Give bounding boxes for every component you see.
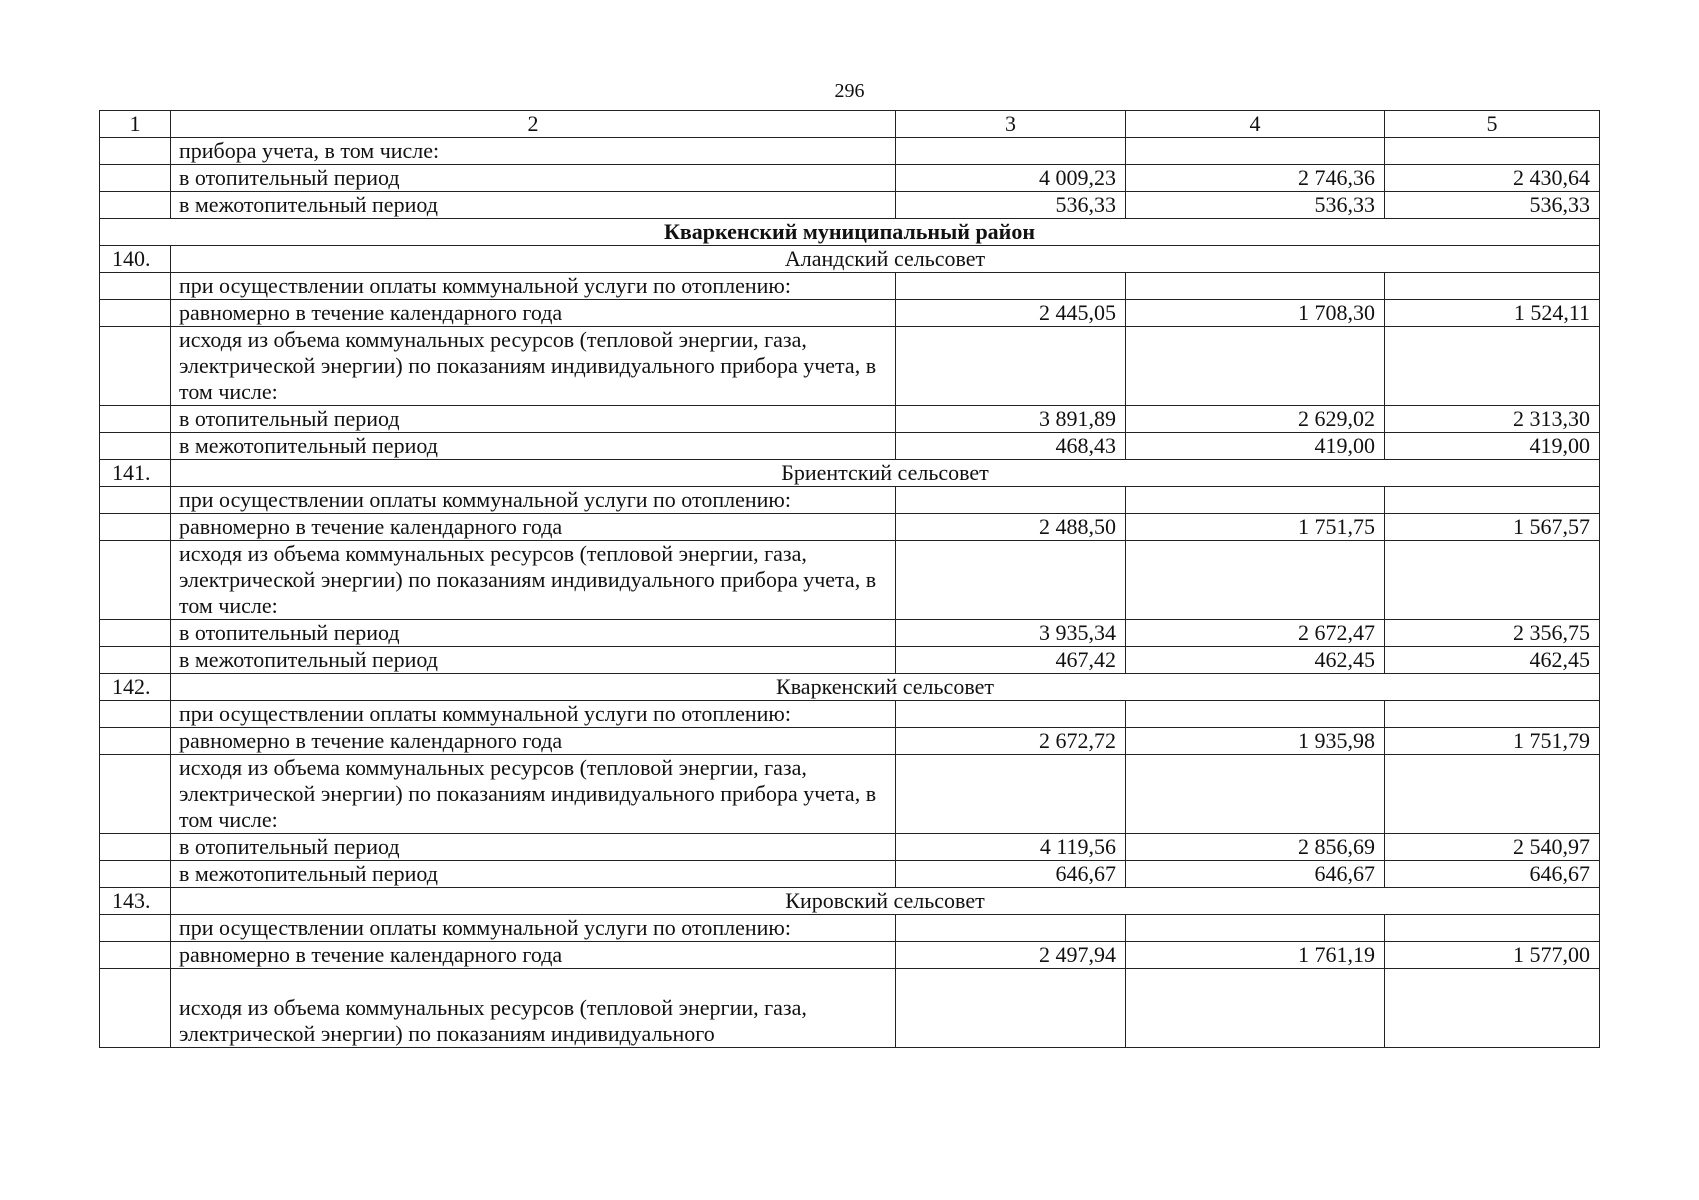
value-col-5: 2 356,75 [1385, 620, 1600, 647]
table-row [100, 327, 1600, 406]
row-number: 141. [100, 460, 171, 487]
settlement-title: Кировский сельсовет [171, 888, 1600, 915]
table-row [100, 165, 1600, 192]
table-row [100, 969, 1600, 1048]
value-col-4: 1 761,19 [1126, 942, 1385, 969]
value-col-5: 1 751,79 [1385, 728, 1600, 755]
table-row [100, 273, 1600, 300]
row-number [100, 406, 171, 433]
table-row [100, 514, 1600, 541]
row-label: исходя из объема коммунальных ресурсов (тепловой энергии, газа, электрической энергии) по показаниям индивидуального [171, 969, 896, 1048]
table-row [100, 701, 1600, 728]
table-row [100, 728, 1600, 755]
row-label: равномерно в течение календарного года [171, 300, 896, 327]
value-col-4: 2 746,36 [1126, 165, 1385, 192]
value-col-3 [896, 701, 1126, 728]
value-col-4 [1126, 915, 1385, 942]
value-col-3: 646,67 [896, 861, 1126, 888]
value-col-4 [1126, 969, 1385, 1048]
row-number [100, 620, 171, 647]
value-col-5: 2 430,64 [1385, 165, 1600, 192]
value-col-3 [896, 273, 1126, 300]
row-number [100, 915, 171, 942]
row-label: прибора учета, в том числе: [171, 138, 896, 165]
settlement-title: Кваркенский сельсовет [171, 674, 1600, 701]
district-title: Кваркенский муниципальный район [100, 219, 1600, 246]
row-number [100, 165, 171, 192]
table-row [100, 915, 1600, 942]
value-col-3 [896, 969, 1126, 1048]
value-col-3: 4 119,56 [896, 834, 1126, 861]
value-col-3: 2 672,72 [896, 728, 1126, 755]
value-col-3: 2 488,50 [896, 514, 1126, 541]
district-row [100, 219, 1600, 246]
value-col-4 [1126, 541, 1385, 620]
row-number [100, 942, 171, 969]
row-label: исходя из объема коммунальных ресурсов (тепловой энергии, газа, электрической энергии) по показаниям индивидуального прибора учета, в том числе: [171, 541, 896, 620]
value-col-5 [1385, 327, 1600, 406]
row-number [100, 273, 171, 300]
row-number [100, 327, 171, 406]
value-col-4 [1126, 701, 1385, 728]
value-col-4: 646,67 [1126, 861, 1385, 888]
value-col-3: 467,42 [896, 647, 1126, 674]
row-label: в отопительный период [171, 834, 896, 861]
row-label: равномерно в течение календарного года [171, 728, 896, 755]
header-row [100, 111, 1600, 138]
value-col-3 [896, 755, 1126, 834]
tariff-table [99, 110, 1600, 1048]
row-label: в межотопительный период [171, 861, 896, 888]
column-header: 3 [896, 111, 1126, 138]
column-header: 1 [100, 111, 171, 138]
row-number [100, 192, 171, 219]
value-col-4: 462,45 [1126, 647, 1385, 674]
row-label: при осуществлении оплаты коммунальной услуги по отоплению: [171, 915, 896, 942]
value-col-3 [896, 138, 1126, 165]
row-label: при осуществлении оплаты коммунальной услуги по отоплению: [171, 487, 896, 514]
value-col-5 [1385, 969, 1600, 1048]
table-row [100, 755, 1600, 834]
row-label: исходя из объема коммунальных ресурсов (тепловой энергии, газа, электрической энергии) по показаниям индивидуального прибора учета, в том числе: [171, 327, 896, 406]
table-row [100, 433, 1600, 460]
row-label: в отопительный период [171, 620, 896, 647]
value-col-4: 1 708,30 [1126, 300, 1385, 327]
value-col-3: 3 935,34 [896, 620, 1126, 647]
row-number [100, 755, 171, 834]
value-col-4: 1 751,75 [1126, 514, 1385, 541]
row-number [100, 834, 171, 861]
value-col-4: 536,33 [1126, 192, 1385, 219]
value-col-5 [1385, 138, 1600, 165]
row-label: в отопительный период [171, 406, 896, 433]
value-col-4: 2 856,69 [1126, 834, 1385, 861]
value-col-5 [1385, 915, 1600, 942]
value-col-4 [1126, 755, 1385, 834]
value-col-4: 1 935,98 [1126, 728, 1385, 755]
table-row [100, 300, 1600, 327]
value-col-3: 2 445,05 [896, 300, 1126, 327]
row-number [100, 487, 171, 514]
settlement-row [100, 888, 1600, 915]
value-col-5: 2 540,97 [1385, 834, 1600, 861]
table-row [100, 541, 1600, 620]
row-number [100, 433, 171, 460]
table-row [100, 487, 1600, 514]
value-col-3 [896, 915, 1126, 942]
value-col-5: 1 524,11 [1385, 300, 1600, 327]
row-number [100, 300, 171, 327]
settlement-title: Бриентский сельсовет [171, 460, 1600, 487]
value-col-5: 1 567,57 [1385, 514, 1600, 541]
row-number [100, 701, 171, 728]
settlement-row [100, 246, 1600, 273]
row-label: равномерно в течение календарного года [171, 514, 896, 541]
row-number [100, 138, 171, 165]
row-label: в межотопительный период [171, 192, 896, 219]
row-label: при осуществлении оплаты коммунальной услуги по отоплению: [171, 701, 896, 728]
row-number [100, 969, 171, 1048]
row-number [100, 541, 171, 620]
settlement-row [100, 674, 1600, 701]
value-col-3: 536,33 [896, 192, 1126, 219]
row-label: в межотопительный период [171, 647, 896, 674]
value-col-4: 419,00 [1126, 433, 1385, 460]
value-col-5: 2 313,30 [1385, 406, 1600, 433]
table-body [100, 111, 1600, 1048]
row-label: исходя из объема коммунальных ресурсов (тепловой энергии, газа, электрической энергии) по показаниям индивидуального прибора учета, в том числе: [171, 755, 896, 834]
row-number [100, 514, 171, 541]
value-col-5 [1385, 273, 1600, 300]
column-header: 2 [171, 111, 896, 138]
row-number: 140. [100, 246, 171, 273]
table-row [100, 192, 1600, 219]
column-header: 4 [1126, 111, 1385, 138]
table-row [100, 647, 1600, 674]
value-col-4 [1126, 273, 1385, 300]
page-number: 296 [834, 80, 865, 102]
value-col-5 [1385, 541, 1600, 620]
row-label: при осуществлении оплаты коммунальной услуги по отоплению: [171, 273, 896, 300]
value-col-4: 2 629,02 [1126, 406, 1385, 433]
value-col-5 [1385, 487, 1600, 514]
value-col-5 [1385, 701, 1600, 728]
value-col-5: 646,67 [1385, 861, 1600, 888]
value-col-3: 468,43 [896, 433, 1126, 460]
value-col-4: 2 672,47 [1126, 620, 1385, 647]
settlement-title: Аландский сельсовет [171, 246, 1600, 273]
value-col-5: 1 577,00 [1385, 942, 1600, 969]
row-label: в отопительный период [171, 165, 896, 192]
value-col-4 [1126, 138, 1385, 165]
row-number: 142. [100, 674, 171, 701]
table-row [100, 620, 1600, 647]
row-number [100, 728, 171, 755]
row-label: в межотопительный период [171, 433, 896, 460]
row-number [100, 861, 171, 888]
row-number [100, 647, 171, 674]
value-col-5: 536,33 [1385, 192, 1600, 219]
table-row [100, 406, 1600, 433]
table-row [100, 138, 1600, 165]
value-col-3 [896, 487, 1126, 514]
value-col-3 [896, 327, 1126, 406]
value-col-4 [1126, 487, 1385, 514]
column-header: 5 [1385, 111, 1600, 138]
value-col-3: 3 891,89 [896, 406, 1126, 433]
value-col-5 [1385, 755, 1600, 834]
table-row [100, 942, 1600, 969]
value-col-4 [1126, 327, 1385, 406]
value-col-3: 2 497,94 [896, 942, 1126, 969]
settlement-row [100, 460, 1600, 487]
value-col-3: 4 009,23 [896, 165, 1126, 192]
row-label: равномерно в течение календарного года [171, 942, 896, 969]
table-row [100, 834, 1600, 861]
value-col-5: 419,00 [1385, 433, 1600, 460]
table-row [100, 861, 1600, 888]
value-col-3 [896, 541, 1126, 620]
value-col-5: 462,45 [1385, 647, 1600, 674]
row-number: 143. [100, 888, 171, 915]
